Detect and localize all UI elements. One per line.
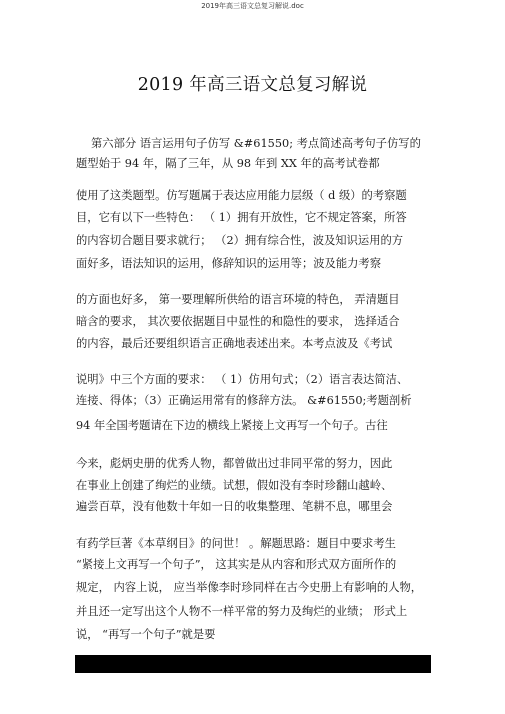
body-line: 今来，彪炳史册的优秀人物，都曾做出过非同平常的努力，因此 [76,457,393,470]
body-line: “紧接上文再写一个句子”， 这其实是从内容和形式双方面所作的 [76,558,397,571]
body-line: 规定， 内容上说， 应当举像李时珍同样在古今史册上有影响的人物， [76,581,423,594]
body-line: 说， “再写一个句子”就是要 [76,628,216,641]
body-line: 94 年全国考题请在下边的横线上紧接上文再写一个句子。古往 [76,419,388,432]
body-line: 遍尝百草，没有他数十年如一日的收集整理、笔耕不息，哪里会 [76,500,393,513]
body-line: 在事业上创建了绚烂的业绩。试想，假如没有李时珍翻山越岭、 [76,479,393,492]
redaction-bar [75,655,431,673]
page-header-filename: 2019年高三语文总复习解说.doc [201,2,304,10]
body-line: 暗含的要求， 其次要依据题目中显性的和隐性的要求， 选择适合 [76,315,400,328]
body-line: 的方面也好多， 第一要理解所供给的语言环境的特色， 弄清题目 [76,293,400,306]
body-line: 有药学巨著《本草纲目》的问世！ 。解题思路：题目中要求考生 [76,537,396,550]
body-line: 面好多，语法知识的运用，修辞知识的运用等；波及能力考察 [76,257,382,270]
body-line: 使用了这类题型。仿写题属于表达应用能力层级（ d 级）的考察题 [76,189,407,202]
body-line: 目，它有以下一些特色： （ 1）拥有开放性，它不规定答案，所答 [76,211,407,224]
body-line: 的内容，最后还要组织语言正确地表述出来。本考点波及《考试 [76,337,393,350]
body-line: 连接、得体；（3）正确运用常有的修辞方法。 &#61550;考题剖析 [76,394,412,407]
body-line: 题型始于 94 年，隔了三年，从 98 年到 XX 年的高考试卷都 [76,157,380,170]
body-line: 第六部分 语言运用句子仿写 &#61550; 考点简述高考句子仿写的 [91,137,421,150]
body-line: 说明》中三个方面的要求： （ 1）仿用句式；（2）语言表达简洁、 [76,373,409,386]
body-line: 的内容切合题目要求就行； （2）拥有综合性，波及知识运用的方 [76,234,404,247]
body-line: 并且还一定写出这个人物不一样平常的努力及绚烂的业绩； 形式上 [76,605,408,618]
document-title: 2019 年高三语文总复习解说 [137,75,368,95]
